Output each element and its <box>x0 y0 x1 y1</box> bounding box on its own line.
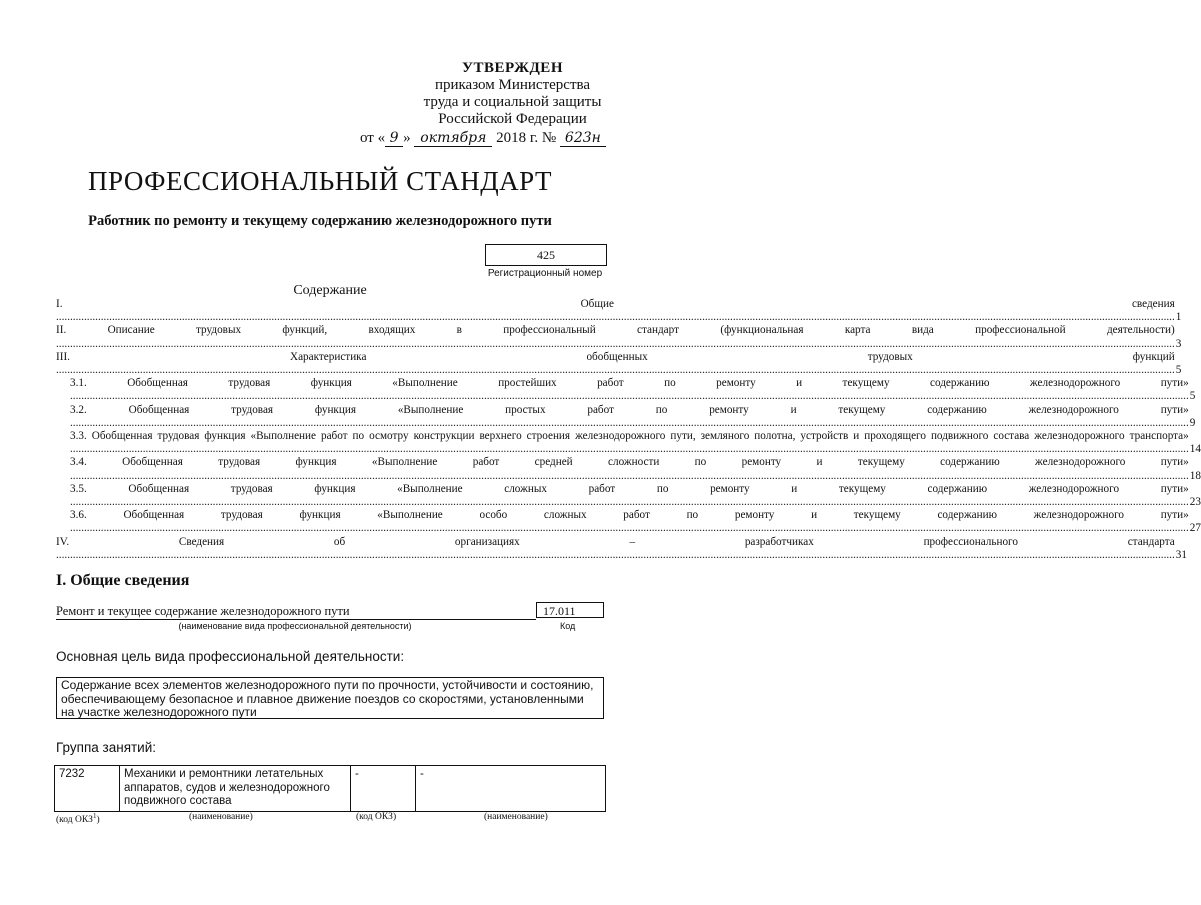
toc-dot-leader: ................................................................................................................................................................................................................................................................................................................................................................................................................ <box>70 443 1189 456</box>
footnote-mark: 1 <box>92 812 97 820</box>
toc-dot-leader: ................................................................................................................................................................................................................................................................................................................................................................................................................ <box>56 337 1175 350</box>
section-title: I. Общие сведения <box>56 572 190 589</box>
toc-item-page: 18 <box>1189 469 1201 482</box>
approval-block <box>395 60 630 128</box>
okz-name-cell: Механики и ремонтники летательных аппаратов, судов и железнодорожного подвижного состава <box>120 766 351 812</box>
toc-item[interactable] <box>56 456 1201 482</box>
toc-item-text: III. Характеристика обобщенных трудовых функций ................................................................................................................................................................................................................................................................................................................................................................................................................ <box>56 350 1175 377</box>
activity-name-field: Ремонт и текущее содержание железнодорожного пути <box>56 604 536 620</box>
approval-line: труда и социальной защиты <box>423 94 602 110</box>
okz-name-caption-2: (наименование) <box>484 812 548 822</box>
approval-title: УТВЕРЖДЕН <box>462 60 563 76</box>
toc-dot-leader: ................................................................................................................................................................................................................................................................................................................................................................................................................ <box>56 364 1175 377</box>
toc-item-text: I. Общие сведения ................................................................................................................................................................................................................................................................................................................................................................................................................ <box>56 298 1175 324</box>
toc-dot-leader: ................................................................................................................................................................................................................................................................................................................................................................................................................ <box>70 469 1189 482</box>
approval-day: 9 <box>385 130 403 147</box>
okz-code-caption-end: ) <box>96 815 100 826</box>
toc-dot-leader: ................................................................................................................................................................................................................................................................................................................................................................................................................ <box>70 496 1189 509</box>
toc-item-text: 3.6. Обобщенная трудовая функция «Выполнение особо сложных работ по ремонту и текущему содержанию железнодорожного пути» ................................................................................................................................................................................................................................................................................................................................................................................................................ <box>70 509 1189 535</box>
purpose-label: Основная цель вида профессиональной деятельности: <box>56 649 405 664</box>
toc-dot-leader: ................................................................................................................................................................................................................................................................................................................................................................................................................ <box>70 416 1189 429</box>
table-of-contents <box>56 298 1201 562</box>
approval-line: приказом Министерства <box>434 77 591 93</box>
toc-item[interactable] <box>56 535 1187 562</box>
toc-item[interactable] <box>56 350 1182 377</box>
toc-item-page: 31 <box>1175 548 1187 561</box>
registration-number-box: 425 <box>485 244 607 266</box>
toc-item[interactable] <box>56 377 1196 403</box>
purpose-box: Содержание всех элементов железнодорожного пути по прочности, устойчивости и состоянию, обеспечивающему безопасное и плавное движение поездов со скоростями, установленными на участке железнодорожного пути <box>56 677 604 719</box>
okz-code-caption <box>56 812 100 825</box>
approval-number: 623н <box>560 130 606 147</box>
toc-item-text: 3.2. Обобщенная трудовая функция «Выполнение простых работ по ремонту и текущему содержанию железнодорожного пути» ................................................................................................................................................................................................................................................................................................................................................................................................................ <box>70 403 1189 429</box>
approval-month: октября <box>414 130 492 147</box>
okz-code-cell-2: - <box>351 766 416 812</box>
toc-item-page: 9 <box>1189 416 1196 429</box>
toc-item-text: II. Описание трудовых функций, входящих в профессиональный стандарт (функциональная карта вида профессиональной деятельности) ................................................................................................................................................................................................................................................................................................................................................................................................................ <box>56 324 1175 350</box>
toc-item-page: 3 <box>1175 337 1182 350</box>
activity-code-box: 17.011 <box>536 602 604 618</box>
toc-item[interactable] <box>56 298 1182 324</box>
toc-item-text: IV. Сведения об организациях – разработчиках профессионального стандарта ................................................................................................................................................................................................................................................................................................................................................................................................................ <box>56 535 1175 561</box>
toc-item-page: 23 <box>1189 496 1201 509</box>
okz-code-caption-text: (код ОКЗ <box>56 815 93 826</box>
occupation-group-table <box>54 765 606 812</box>
activity-name-caption: (наименование вида профессиональной деятельности) <box>178 621 412 631</box>
approval-date-line <box>360 130 630 147</box>
toc-item-page: 1 <box>1175 311 1182 324</box>
toc-item-page: 27 <box>1189 522 1201 535</box>
toc-item-page: 5 <box>1175 364 1182 377</box>
toc-item-page: 14 <box>1189 443 1201 456</box>
table-row <box>55 766 606 812</box>
toc-item-text: 3.1. Обобщенная трудовая функция «Выполнение простейших работ по ремонту и текущему содержанию железнодорожного пути» ................................................................................................................................................................................................................................................................................................................................................................................................................ <box>70 377 1189 403</box>
toc-dot-leader: ................................................................................................................................................................................................................................................................................................................................................................................................................ <box>56 548 1175 561</box>
approval-year: 2018 г. № <box>496 130 557 146</box>
toc-dot-leader: ................................................................................................................................................................................................................................................................................................................................................................................................................ <box>56 311 1175 324</box>
approval-line: Российской Федерации <box>438 111 587 127</box>
toc-item-page: 5 <box>1189 390 1196 403</box>
toc-title: Содержание <box>293 283 367 298</box>
toc-item-text: 3.3. Обобщенная трудовая функция «Выполнение работ по осмотру конструкции верхнего строения железнодорожного пути, земляного полотна, устройств и проходящего подвижного состава железнодорожного транспорта» ................................................................................................................................................................................................................................................................................................................................................................................................................ <box>70 430 1189 456</box>
group-label: Группа занятий: <box>56 740 157 755</box>
okz-code-caption-2: (код ОКЗ) <box>356 812 397 822</box>
toc-item[interactable] <box>56 482 1201 509</box>
document-title: ПРОФЕССИОНАЛЬНЫЙ СТАНДАРТ <box>87 166 553 196</box>
okz-code-cell: 7232 <box>55 766 120 812</box>
date-prefix: от « <box>360 130 386 146</box>
toc-item[interactable] <box>56 430 1201 456</box>
toc-dot-leader: ................................................................................................................................................................................................................................................................................................................................................................................................................ <box>70 522 1189 535</box>
toc-item-text: 3.4. Обобщенная трудовая функция «Выполнение работ средней сложности по ремонту и текущему содержанию железнодорожного пути» ................................................................................................................................................................................................................................................................................................................................................................................................................ <box>70 456 1189 482</box>
toc-item[interactable] <box>56 324 1182 350</box>
okz-name-caption: (наименование) <box>189 812 253 822</box>
activity-code-caption: Код <box>560 621 576 631</box>
toc-item[interactable] <box>56 403 1196 430</box>
okz-name-cell-2: - <box>416 766 606 812</box>
document-subtitle: Работник по ремонту и текущему содержанию железнодорожного пути <box>88 213 552 229</box>
toc-item[interactable] <box>56 509 1201 535</box>
toc-dot-leader: ................................................................................................................................................................................................................................................................................................................................................................................................................ <box>70 390 1189 403</box>
registration-number-label: Регистрационный номер <box>487 268 603 279</box>
toc-item-text: 3.5. Обобщенная трудовая функция «Выполнение сложных работ по ремонту и текущему содержанию железнодорожного пути» ................................................................................................................................................................................................................................................................................................................................................................................................................ <box>70 482 1189 509</box>
date-quote: » <box>403 130 411 146</box>
